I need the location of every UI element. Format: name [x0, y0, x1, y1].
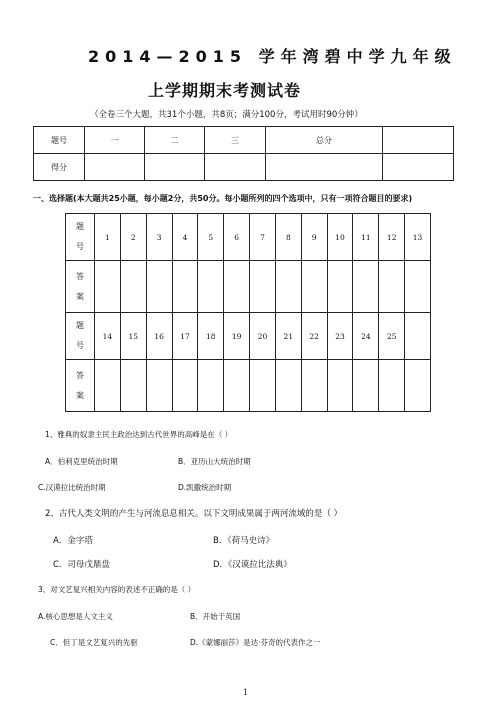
answer-cell[interactable] [120, 360, 146, 412]
question-number-label: 题 号 [66, 214, 95, 261]
score-cell: 总分 [266, 127, 383, 154]
question-1-option-d: D.凯撒统治时期 [178, 483, 232, 492]
answer-cell[interactable] [353, 360, 379, 412]
answer-label: 答 案 [66, 261, 95, 313]
question-number-cell: 23 [327, 313, 353, 360]
question-2-stem: 2、古代人类文明的产生与河流息息相关。以下文明成果属于两河流域的是（ ） [45, 509, 343, 519]
answer-cell[interactable] [301, 360, 327, 412]
question-1-stem: 1、雅典的奴隶主民主政治达到古代世界的高峰是在（ ） [45, 430, 233, 439]
answer-cell[interactable] [327, 360, 353, 412]
score-table [33, 126, 454, 181]
answer-number-row [66, 313, 431, 360]
answer-cell[interactable] [327, 261, 353, 313]
question-3-option-d: D.《蒙娜丽莎》是达·芬奇的代表作之一 [190, 638, 321, 647]
score-cell: 一 [85, 127, 145, 154]
answer-cell[interactable] [120, 261, 146, 313]
answer-number-row [66, 214, 431, 261]
answer-cell[interactable] [275, 261, 301, 313]
question-1-option-b: B．亚历山大统治时期 [178, 457, 251, 466]
question-number-cell: 5 [198, 214, 224, 261]
title-line-1: 2014—2015 学年湾碧中学九年级 [88, 47, 457, 66]
answer-cell[interactable] [250, 261, 276, 313]
question-number-label: 题 号 [66, 313, 95, 360]
answer-cell[interactable] [172, 360, 198, 412]
answer-cell[interactable] [95, 261, 121, 313]
question-number-cell: 16 [146, 313, 172, 360]
score-cell [383, 127, 454, 154]
question-1-option-c: C.汉谟拉比统治时期 [38, 483, 106, 492]
answer-entry-row [66, 261, 431, 313]
answer-cell[interactable] [405, 360, 431, 412]
answer-cell[interactable] [353, 261, 379, 313]
question-3-option-b: B．开始于英国 [190, 612, 241, 621]
score-cell: 二 [145, 127, 205, 154]
question-number-cell: 9 [301, 214, 327, 261]
question-number-cell: 14 [95, 313, 121, 360]
question-3-option-c: C．但丁是文艺复兴的先驱 [50, 638, 138, 647]
score-cell: 题号 [34, 127, 85, 154]
question-3-stem: 3、对文艺复兴相关内容的表述不正确的是（ ） [38, 585, 196, 594]
question-2-option-c: C．司母戊鼎盘 [53, 560, 110, 570]
question-2-option-a: A．金字塔 [53, 536, 93, 546]
question-number-cell: 11 [353, 214, 379, 261]
score-table-header-row [34, 127, 454, 154]
score-entry-cell[interactable] [266, 154, 383, 181]
answer-cell[interactable] [95, 360, 121, 412]
answer-label: 答 案 [66, 360, 95, 412]
exam-subtitle: （全卷三个大题，共31个小题，共8页；满分100分，考试用时90分钟） [90, 110, 363, 120]
answer-table [65, 213, 431, 412]
question-number-cell: 17 [172, 313, 198, 360]
question-number-cell: 10 [327, 214, 353, 261]
score-cell: 三 [205, 127, 266, 154]
question-number-cell: 1 [95, 214, 121, 261]
question-2-option-d: D．《汉谟拉比法典》 [213, 560, 292, 570]
question-number-cell: 13 [405, 214, 431, 261]
answer-cell[interactable] [172, 261, 198, 313]
question-number-cell: 12 [379, 214, 405, 261]
answer-cell[interactable] [379, 360, 405, 412]
answer-cell[interactable] [146, 261, 172, 313]
question-number-cell: 22 [301, 313, 327, 360]
question-number-cell: 20 [250, 313, 276, 360]
question-number-cell: 6 [224, 214, 250, 261]
question-number-cell: 3 [146, 214, 172, 261]
answer-cell[interactable] [198, 360, 224, 412]
question-number-cell: 24 [353, 313, 379, 360]
score-entry-cell[interactable] [145, 154, 205, 181]
score-entry-cell[interactable] [205, 154, 266, 181]
title-line-2: 上学期期末考测试卷 [148, 81, 302, 100]
answer-cell[interactable] [224, 261, 250, 313]
answer-cell[interactable] [301, 261, 327, 313]
question-number-cell: 21 [275, 313, 301, 360]
question-number-cell: 8 [275, 214, 301, 261]
answer-cell[interactable] [275, 360, 301, 412]
score-table-score-row [34, 154, 454, 181]
question-number-cell: 25 [379, 313, 405, 360]
question-number-cell: 19 [224, 313, 250, 360]
answer-cell[interactable] [250, 360, 276, 412]
question-number-cell: 7 [250, 214, 276, 261]
score-row-label: 得分 [34, 154, 85, 181]
question-number-cell [405, 313, 431, 360]
question-number-cell: 2 [120, 214, 146, 261]
answer-cell[interactable] [198, 261, 224, 313]
question-number-cell: 15 [120, 313, 146, 360]
question-number-cell: 4 [172, 214, 198, 261]
score-entry-cell[interactable] [85, 154, 145, 181]
section-1-heading: 一、选择题(本大题共25小题，每小题2分，共50分。每小题所列的四个选项中，只有一项符合题目的要求) [33, 194, 413, 203]
answer-cell[interactable] [224, 360, 250, 412]
answer-cell[interactable] [405, 261, 431, 313]
question-number-cell: 18 [198, 313, 224, 360]
score-entry-cell[interactable] [383, 154, 454, 181]
answer-cell[interactable] [379, 261, 405, 313]
question-3-option-a: A.核心思想是人文主义 [38, 612, 113, 621]
answer-entry-row [66, 360, 431, 412]
page-number: 1 [243, 688, 249, 697]
answer-cell[interactable] [146, 360, 172, 412]
question-2-option-b: B．《荷马史诗》 [213, 536, 275, 546]
question-1-option-a: A．伯利克里统治时期 [45, 457, 118, 466]
